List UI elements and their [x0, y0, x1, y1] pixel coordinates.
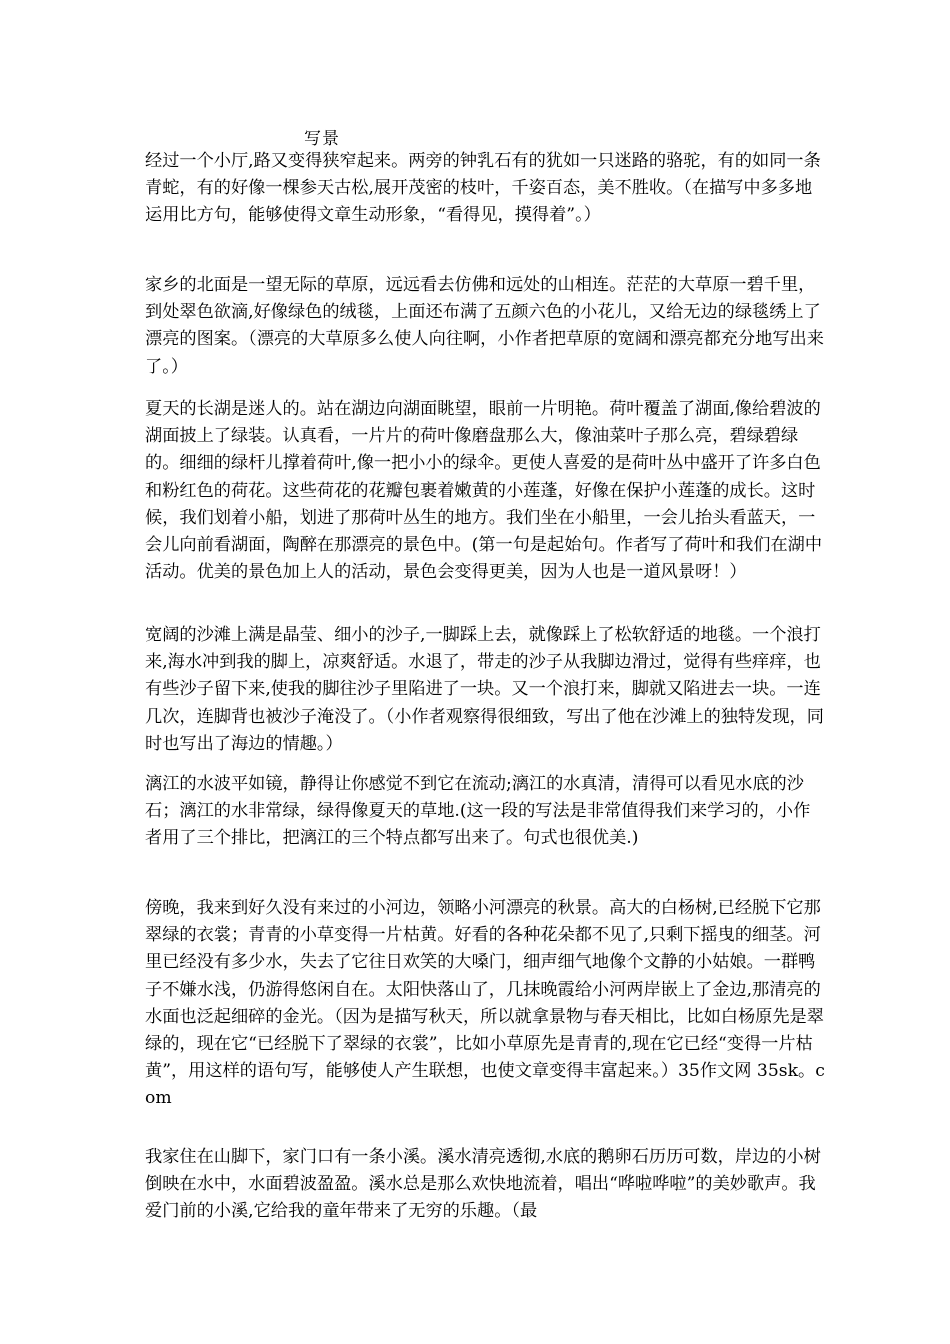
paragraph-lake: 夏天的长湖是迷人的。站在湖边向湖面眺望，眼前一片明艳。荷叶覆盖了湖面,像给碧波的湖面披上了绿装。认真看，一片片的荷叶像磨盘那么大，像油菜叶子那么亮，碧绿碧绿的。细细的绿杆儿撑着荷叶,像一把小小的绿伞。更使人喜爱的是荷叶丛中盛开了许多白色和粉红色的荷花。这些荷花的花瓣包裹着嫩黄的小莲蓬，好像在保护小莲蓬的成长。这时候，我们划着小船，划进了那荷叶丛生的地方。我们坐在小船里，一会儿抬头看蓝天，一会儿向前看湖面，陶醉在那漂亮的景色中。(第一句是起始句。作者写了荷叶和我们在湖中活动。优美的景色加上人的活动，景色会变得更美，因为人也是一道风景呀！） [145, 399, 823, 583]
paragraph-grassland: 家乡的北面是一望无际的草原，远远看去仿佛和远处的山相连。茫茫的大草原一碧千里，到处翠色欲滴,好像绿色的绒毯，上面还布满了五颜六色的小花儿，又给无边的绿毯绣上了漂亮的图案。（漂亮的大草原多么使人向往啊，小作者把草原的宽阔和漂亮都充分地写出来了。） [145, 275, 824, 377]
paragraph-autumn-river: 傍晚，我来到好久没有来过的小河边，领略小河漂亮的秋景。高大的白杨树,已经脱下它那翠绿的衣裳；青青的小草变得一片枯黄。好看的各种花朵都不见了,只剩下摇曳的细茎。河里已经没有多少水，失去了它往日欢笑的大嗓门，细声细气地像个文静的小姑娘。一群鸭子不嫌水浅，仍游得悠闲自在。太阳快落山了，几抹晚霞给小河两岸嵌上了金边,那清亮的水面也泛起细碎的金光。（因为是描写秋天，所以就拿景物与春天相比，比如白杨原先是翠绿的，现在它“已经脱下了翠绿的衣裳”，比如小草原先是青青的,现在它已经“变得一片枯黄”，用这样的语句写，能够使人产生联想，也使文章变得丰富起来。）35作文网 35sk。com [145, 898, 825, 1109]
paragraph-lijiang: 漓江的水波平如镜，静得让你感觉不到它在流动;漓江的水真清，清得可以看见水底的沙石；漓江的水非常绿，绿得像夏天的草地.(这一段的写法是非常值得我们来学习的，小作者用了三个排比，把漓江的三个特点都写出来了。句式也很优美.) [145, 774, 811, 849]
paragraph-stream: 我家住在山脚下，家门口有一条小溪。溪水清亮透彻,水底的鹅卵石历历可数，岸边的小树倒映在水中，水面碧波盈盈。溪水总是那么欢快地流着，唱出“哗啦哗啦”的美妙歌声。我爱门前的小溪,它给我的童年带来了无穷的乐趣。（最 [145, 1147, 821, 1222]
document-title: 写景 [304, 129, 340, 149]
paragraph-cave: 经过一个小厅,路又变得狭窄起来。两旁的钟乳石有的犹如一只迷路的骆驼，有的如同一条青蛇，有的好像一棵参天古松,展开茂密的枝叶，千姿百态，美不胜收。（在描写中多多地运用比方句，能够使得文章生动形象，“看得见，摸得着”。） [145, 151, 821, 226]
paragraph-beach: 宽阔的沙滩上满是晶莹、细小的沙子,一脚踩上去，就像踩上了松软舒适的地毯。一个浪打来,海水冲到我的脚上，凉爽舒适。水退了，带走的沙子从我脚边滑过，觉得有些痒痒，也有些沙子留下来,使我的脚往沙子里陷进了一块。又一个浪打来，脚就又陷进去一块。一连几次，连脚背也被沙子淹没了。（小作者观察得很细致，写出了他在沙滩上的独特发现，同时也写出了海边的情趣。） [145, 625, 824, 754]
